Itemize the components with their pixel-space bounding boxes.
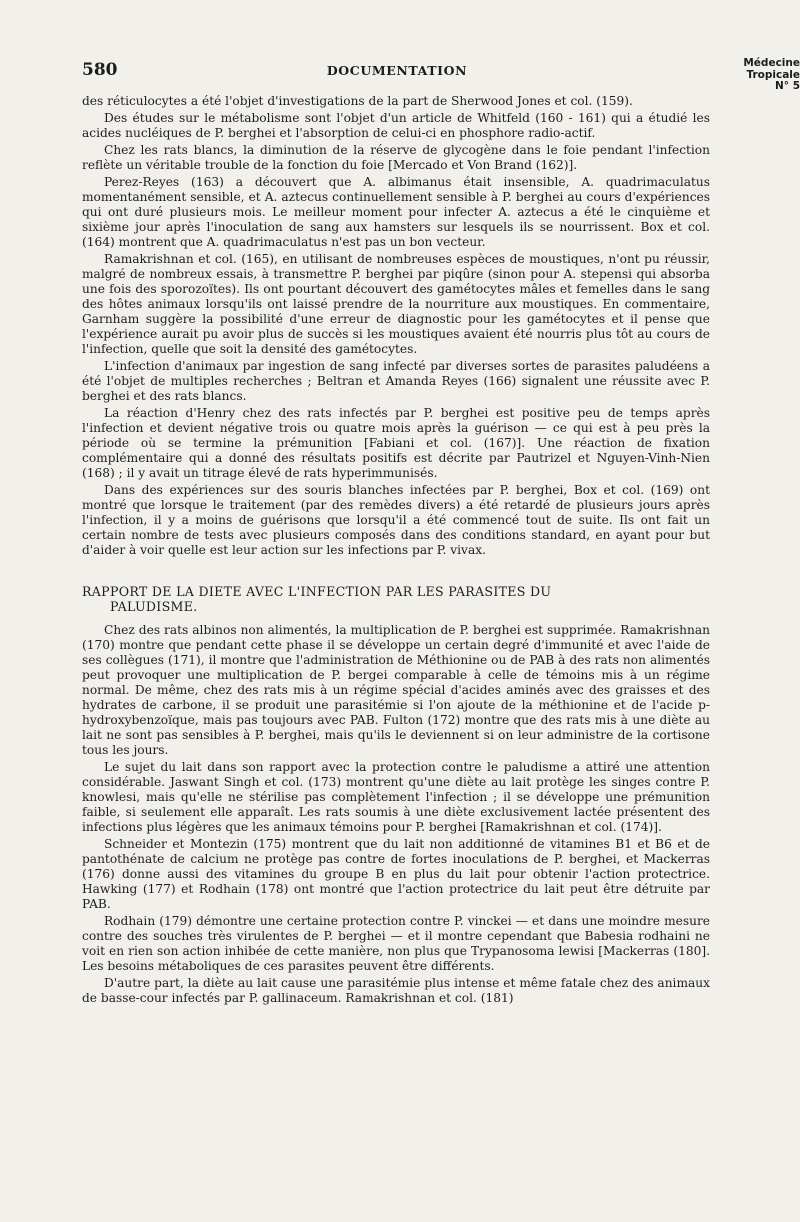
paragraph: Chez les rats blancs, la diminution de la réserve de glycogène dans le foie pendant l'infection reflète un véritable trouble de la fonction du foie [Mercado et Von Brand (162)]. [82, 143, 710, 172]
paragraph: Chez des rats albinos non alimentés, la multiplication de P. berghei est supprimée. Ramakrishnan (170) montre que pendant cette phase il se développe un certain degré d'immunité et avec l'aide de ses collègues (171), il montre que l'administration de Méthionine ou de PAB à des rats non alimentés peut provoquer une multiplication de P. bergei comparable à celle de témoins mis à un régime normal. De même, chez des rats mis à un régime spécial d'acides aminés avec des graisses et des hydrates de carbone, il se produit une parasitémie si l'on ajoute de la méthionine et de l'acide p-hydroxybenzoïque, mais pas toujours avec PAB. Fulton (172) montre que des rats mis à une diète au lait ne sont pas sensibles à P. berghei, mais qu'ils le deviennent si on leur administre de la cortisone tous les jours. [82, 623, 710, 757]
section-heading-line-2: PALUDISME. [110, 599, 198, 614]
paragraph: Le sujet du lait dans son rapport avec la protection contre le paludisme a attiré une attention considérable. Jaswant Singh et col. (173) montrent qu'une diète au lait protège les singes contre P. knowlesi, mais qu'elle ne stérilise pas complètement l'infection ; il se développe une prémunition faible, si seulement elle apparaît. Les rats soumis à une diète exclusivement lactée présentent des infections plus légères que les animaux témoins pour P. berghei [Ramakrishnan et col. (174)]. [82, 760, 710, 834]
paragraph: Rodhain (179) démontre une certaine protection contre P. vinckei — et dans une moindre mesure contre des souches très virulentes de P. berghei — et il montre cependant que Babesia rodhaini ne voit en rien son action inhibée de cette manière, non plus que Trypanosoma lewisi [Mackerras (180]. Les besoins métaboliques de ces parasites peuvent être différents. [82, 914, 710, 973]
paragraph: La réaction d'Henry chez des rats infectés par P. berghei est positive peu de temps après l'infection et devient négative trois ou quatre mois après la guérison — ce qui est à peu près la période où se termine la prémunition [Fabiani et col. (167)]. Une réaction de fixation complémentaire qui a donné des résultats positifs est décrite par Pautrizel et Nguyen-Vinh-Nien (168) ; il y avait un titrage élevé de rats hyperimmunisés. [82, 406, 710, 480]
paragraph: L'infection d'animaux par ingestion de sang infecté par diverses sortes de parasites paludéens a été l'objet de multiples recherches ; Beltran et Amanda Reyes (166) signalent une réussite avec P. berghei et des rats blancs. [82, 359, 710, 403]
section-heading [82, 584, 710, 614]
paragraph: Schneider et Montezin (175) montrent que du lait non additionné de vitamines B1 et B6 et de pantothénate de calcium ne protège pas contre de fortes inoculations de P. berghei, et Mackerras (176) donne aussi des vitamines du groupe B en plus du lait pour obtenir l'action protectrice. Hawking (177) et Rodhain (178) ont montré que l'action protectrice du lait peut être détruite par PAB. [82, 837, 710, 911]
paragraph: des réticulocytes a été l'objet d'investigations de la part de Sherwood Jones et col. (159). [82, 94, 633, 108]
paragraph: D'autre part, la diète au lait cause une parasitémie plus intense et même fatale chez des animaux de basse-cour infectés par P. gallinaceum. Ramakrishnan et col. (181) [82, 976, 710, 1005]
page-number: 580 [82, 60, 118, 80]
journal-tag-line-1: Médecine [743, 57, 800, 69]
section-title: DOCUMENTATION [326, 63, 468, 78]
journal-tag-line-2: Tropicale [746, 68, 800, 81]
paragraph: Perez-Reyes (163) a découvert que A. albimanus était insensible, A. quadrimaculatus momentanément sensible, et A. aztecus continuellement sensible à P. berghei au cours d'expériences qui ont duré plusieurs mois. Le meilleur moment pour infecter A. aztecus a été le cinquième et sixième jour après l'inoculation de sang aux hamsters sur lesquels ils se nourrissent. Box et col. (164) montrent que A. quadrimaculatus n'est pas un bon vecteur. [82, 175, 710, 249]
paragraph: Ramakrishnan et col. (165), en utilisant de nombreuses espèces de moustiques, n'ont pu réussir, malgré de nombreux essais, à transmettre P. berghei par piqûre (sinon pour A. stepensi qui absorba une fois des sporozoïtes). Ils ont pourtant découvert des gamétocytes mâles et femelles dans le sang des hôtes animaux lorsqu'ils ont laissé prendre de la nourriture aux moustiques. En commentaire, Garnham suggère la possibilité d'une erreur de diagnostic pour les gamétocytes et il pense que l'expérience aurait pu avoir plus de succès si les moustiques avaient été nourris plus tôt au cours de l'infection, quelle que soit la densité des gamétocytes. [82, 252, 710, 356]
running-header [82, 60, 712, 82]
paragraph: Dans des expériences sur des souris blanches infectées par P. berghei, Box et col. (169) ont montré que lorsque le traitement (par des remèdes divers) a été retardé de plusieurs jours après l'infection, il y a moins de guérisons que lorsqu'il a été commencé tout de suite. Ils ont fait un certain nombre de tests avec plusieurs composés dans des conditions standard, en ayant pour but d'aider à voir quelle est leur action sur les infections par P. vivax. [82, 483, 710, 557]
section-heading-line-1: RAPPORT DE LA DIETE AVEC L'INFECTION PAR LES PARASITES DU [82, 584, 552, 599]
paragraph: Des études sur le métabolisme sont l'objet d'un article de Whitfeld (160 - 161) qui a étudié les acides nucléiques de P. berghei et l'absorption de celui-ci en phosphore radio-actif. [82, 111, 710, 140]
article-body [82, 94, 710, 1008]
journal-tag [734, 58, 800, 93]
journal-tag-line-3: N° 5 [775, 80, 800, 92]
